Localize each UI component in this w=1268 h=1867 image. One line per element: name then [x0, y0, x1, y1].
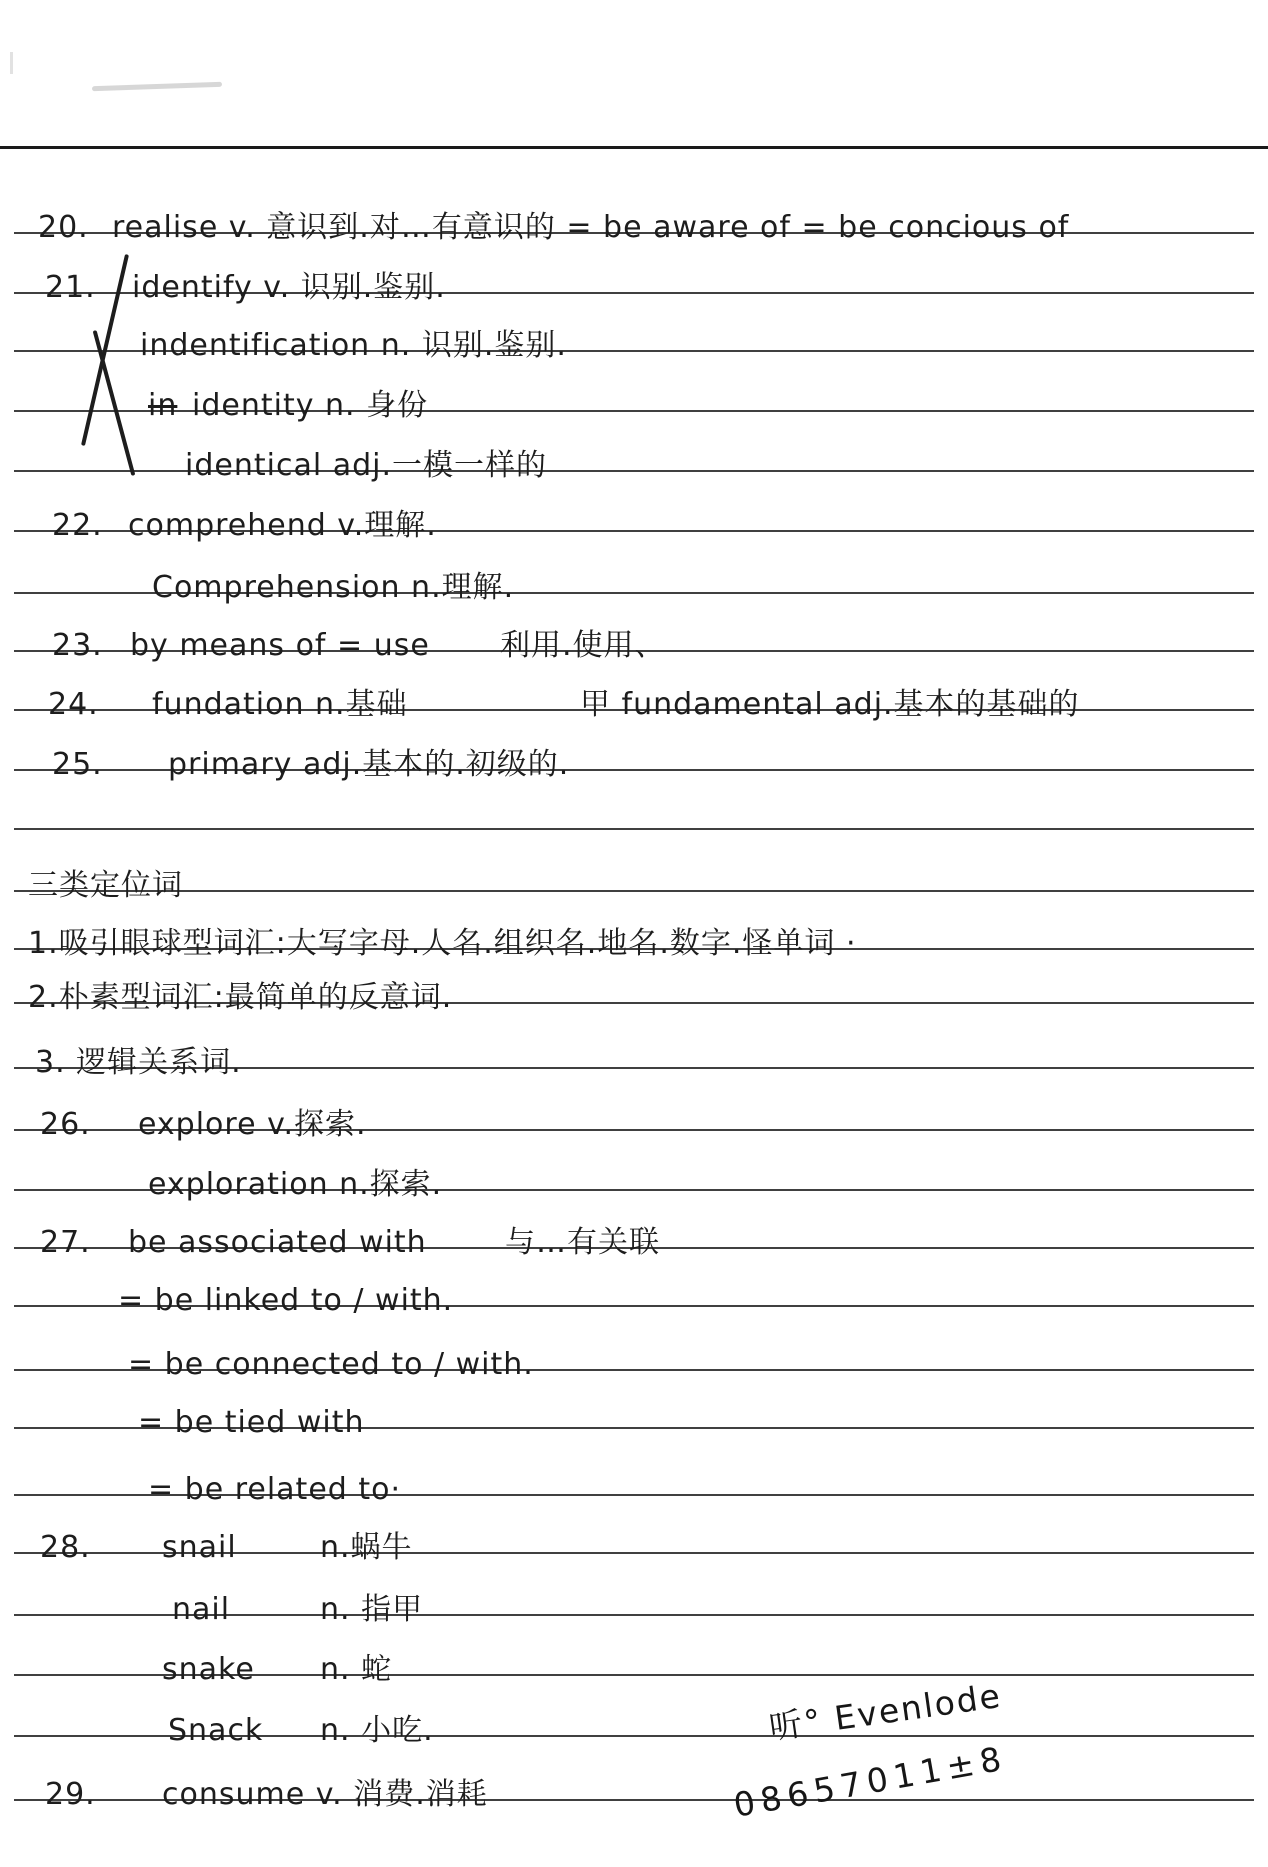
ruled-line-row [14, 1745, 1254, 1812]
watermark-name: 听° Evenlode [766, 1675, 1005, 1748]
handwritten-text: identity n. 身份 [192, 388, 429, 423]
handwritten-text: consume v. 消费.消耗 [162, 1777, 488, 1812]
ruled-line-row [14, 238, 1254, 305]
handwritten-text: n. 蛇 [320, 1652, 393, 1687]
handwritten-text: n. 小吃. [320, 1713, 434, 1748]
ruled-line-row [14, 1135, 1254, 1202]
handwritten-text: fundation n.基础 [152, 687, 408, 722]
ruled-line-row [14, 538, 1254, 605]
ruled-line-row [14, 296, 1254, 363]
handwritten-text: be associated with [128, 1225, 427, 1260]
handwritten-text: = be linked to / with. [118, 1283, 454, 1318]
handwritten-text: in [148, 388, 178, 423]
handwritten-text: 三类定位词 [28, 868, 183, 903]
handwritten-text: n.蜗牛 [320, 1530, 413, 1565]
ruled-line-row [14, 416, 1254, 483]
handwritten-text: identical adj.一模一样的 [185, 448, 547, 483]
handwritten-text: identify v. 识别.鉴别. [132, 270, 446, 305]
handwritten-text: = be tied with [138, 1405, 365, 1440]
ruled-line-row [14, 774, 1254, 830]
handwritten-text: primary adj.基本的.初级的. [168, 747, 570, 782]
handwritten-text: 20. [38, 210, 89, 245]
handwritten-text: Snack [168, 1713, 264, 1748]
handwritten-text: 3. 逻辑关系词. [35, 1045, 242, 1080]
page-top-rule [0, 146, 1268, 149]
handwritten-text: snail [162, 1530, 237, 1565]
ruled-line-row [14, 948, 1254, 1015]
ruled-line-row [14, 1075, 1254, 1142]
handwritten-text: 27. [40, 1225, 91, 1260]
ruled-line-row [14, 1193, 1254, 1260]
handwritten-text: 26. [40, 1107, 91, 1142]
ruled-line-row [14, 1681, 1254, 1748]
ruled-line-row [14, 1373, 1254, 1440]
ruled-line-row [14, 1560, 1254, 1627]
handwritten-text: comprehend v.理解. [128, 508, 437, 543]
ruled-line-row [14, 715, 1254, 782]
handwritten-text: 甲 fundamental adj.基本的基础的 [580, 687, 1080, 722]
handwritten-text: by means of = use [130, 628, 430, 663]
handwritten-text: 2.朴素型词汇:最简单的反意词. [28, 980, 453, 1015]
ruled-line-row [14, 1251, 1254, 1318]
handwritten-text: explore v.探索. [138, 1107, 367, 1142]
watermark-number: 08657011±8 [730, 1738, 1010, 1825]
handwritten-text: 28. [40, 1530, 91, 1565]
ruled-line-row [14, 894, 1254, 961]
ruled-line-row [14, 655, 1254, 722]
handwritten-text: 1.吸引眼球型词汇:大写字母.人名.组织名.地名.数字.怪单词 · [28, 926, 857, 961]
ruled-line-row [14, 1440, 1254, 1507]
ruled-line-row [14, 836, 1254, 903]
handwritten-text: 22. [52, 508, 103, 543]
handwritten-text: = be related to· [148, 1472, 402, 1507]
handwritten-text: 21. [45, 270, 96, 305]
ruled-line-row [14, 178, 1254, 245]
handwritten-text: realise v. 意识到.对…有意识的 = be aware of = be concious of [112, 210, 1070, 245]
handwritten-text: n. 指甲 [320, 1592, 424, 1627]
handwritten-text: 25. [52, 747, 103, 782]
ruled-line-row [14, 476, 1254, 543]
ruled-line-row [14, 596, 1254, 663]
handwritten-text: 23. [52, 628, 103, 663]
ruled-line-row [14, 1498, 1254, 1565]
handwritten-text: 利用.使用、 [500, 628, 666, 663]
handwritten-text: 与…有关联 [505, 1225, 660, 1260]
scan-artifact-smudge [92, 82, 222, 92]
scan-artifact-tick [10, 52, 13, 74]
handwritten-text: 29. [45, 1777, 96, 1812]
handwritten-text: indentification n. 识别.鉴别. [140, 328, 567, 363]
handwritten-text: 24. [48, 687, 99, 722]
handwritten-text: exploration n.探索. [148, 1167, 443, 1202]
handwritten-text: = be connected to / with. [128, 1347, 534, 1382]
handwritten-text: snake [162, 1652, 255, 1687]
ruled-line-row [14, 356, 1254, 423]
handwritten-text: nail [172, 1592, 231, 1627]
handwritten-text: Comprehension n.理解. [152, 570, 515, 605]
ruled-line-row [14, 1013, 1254, 1080]
ruled-line-row [14, 1620, 1254, 1687]
ruled-line-row [14, 1315, 1254, 1382]
